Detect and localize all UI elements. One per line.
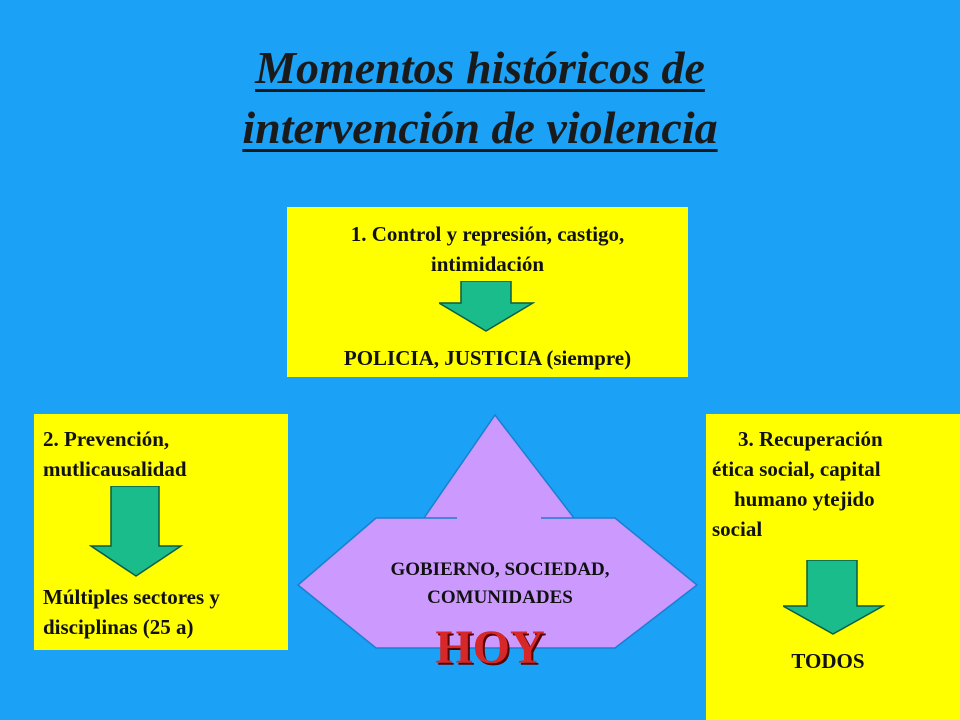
stage-2-actor — [43, 582, 220, 642]
stage-3-title-line-3: humano ytejido — [734, 487, 875, 511]
down-arrow-icon — [89, 486, 185, 578]
stage-2-title-line-2: mutlicausalidad — [43, 457, 187, 481]
three-way-arrow-shape — [298, 415, 697, 648]
stage-2-actor-line-1: Múltiples sectores y — [43, 585, 220, 609]
stage-3-title-line-1: 3. Recuperación — [738, 427, 883, 451]
stage-2-box — [34, 414, 288, 650]
today-label: HOY — [435, 621, 545, 674]
stage-1-title — [287, 219, 688, 279]
stage-2-title — [43, 424, 187, 484]
down-arrow-icon — [783, 560, 885, 636]
center-label-line-1: GOBIERNO, SOCIEDAD, — [390, 559, 610, 580]
center-label — [300, 556, 700, 612]
stage-3-actor: TODOS — [791, 649, 865, 673]
stage-3-title — [712, 424, 956, 544]
stage-1-actor: POLICIA, JUSTICIA (siempre) — [343, 346, 632, 370]
title-line-2: intervención de violencia — [242, 102, 718, 153]
down-arrow-icon — [439, 281, 535, 333]
stage-3-title-line-2: ética social, capital — [712, 457, 881, 481]
stage-1-title-line-2: intimidación — [430, 252, 545, 276]
center-label-line-2: COMUNIDADES — [427, 587, 573, 608]
stage-2-title-line-1: 2. Prevención, — [43, 427, 170, 451]
stage-3-box — [706, 414, 960, 720]
stage-2-actor-line-2: disciplinas (25 a) — [43, 615, 194, 639]
stage-1-box — [287, 207, 688, 377]
stage-1-title-line-1: 1. Control y represión, castigo, — [350, 222, 625, 246]
stage-3-title-line-4: social — [712, 517, 763, 541]
title-line-1: Momentos históricos de — [255, 42, 705, 93]
